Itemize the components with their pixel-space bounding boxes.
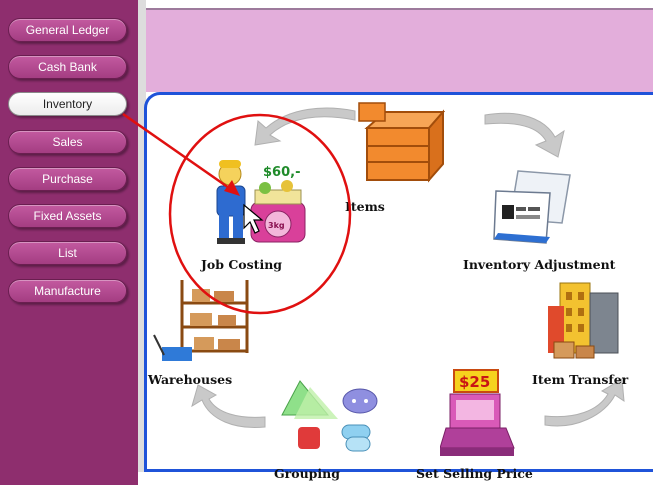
- nav-label: Fixed Assets: [33, 209, 102, 223]
- weight-text: 3kg: [268, 221, 285, 230]
- item-transfer-label[interactable]: Item Transfer: [532, 372, 629, 387]
- price-tag-text: $60,-: [263, 165, 301, 180]
- inventory-adjustment-label[interactable]: Inventory Adjustment: [463, 257, 616, 272]
- mouse-cursor-icon: [244, 205, 262, 233]
- nav-label: Manufacture: [34, 284, 101, 298]
- nav-label: List: [58, 246, 77, 260]
- grouping-label[interactable]: Grouping: [274, 466, 341, 481]
- highlight-circle: [170, 115, 350, 313]
- annotation-arrow-line: [123, 114, 232, 190]
- annotation-arrowhead: [224, 180, 240, 196]
- price-sign-text: $25: [459, 373, 491, 391]
- items-label[interactable]: Items: [345, 199, 385, 214]
- nav-label: Purchase: [42, 172, 93, 186]
- nav-label: Inventory: [42, 97, 93, 111]
- warehouses-label[interactable]: Warehouses: [148, 372, 233, 387]
- nav-label: General Ledger: [25, 23, 110, 37]
- set-selling-price-label[interactable]: Set Selling Price: [416, 466, 533, 481]
- job-costing-label[interactable]: Job Costing: [201, 257, 283, 272]
- nav-label: Cash Bank: [38, 60, 97, 74]
- nav-label: Sales: [52, 135, 83, 149]
